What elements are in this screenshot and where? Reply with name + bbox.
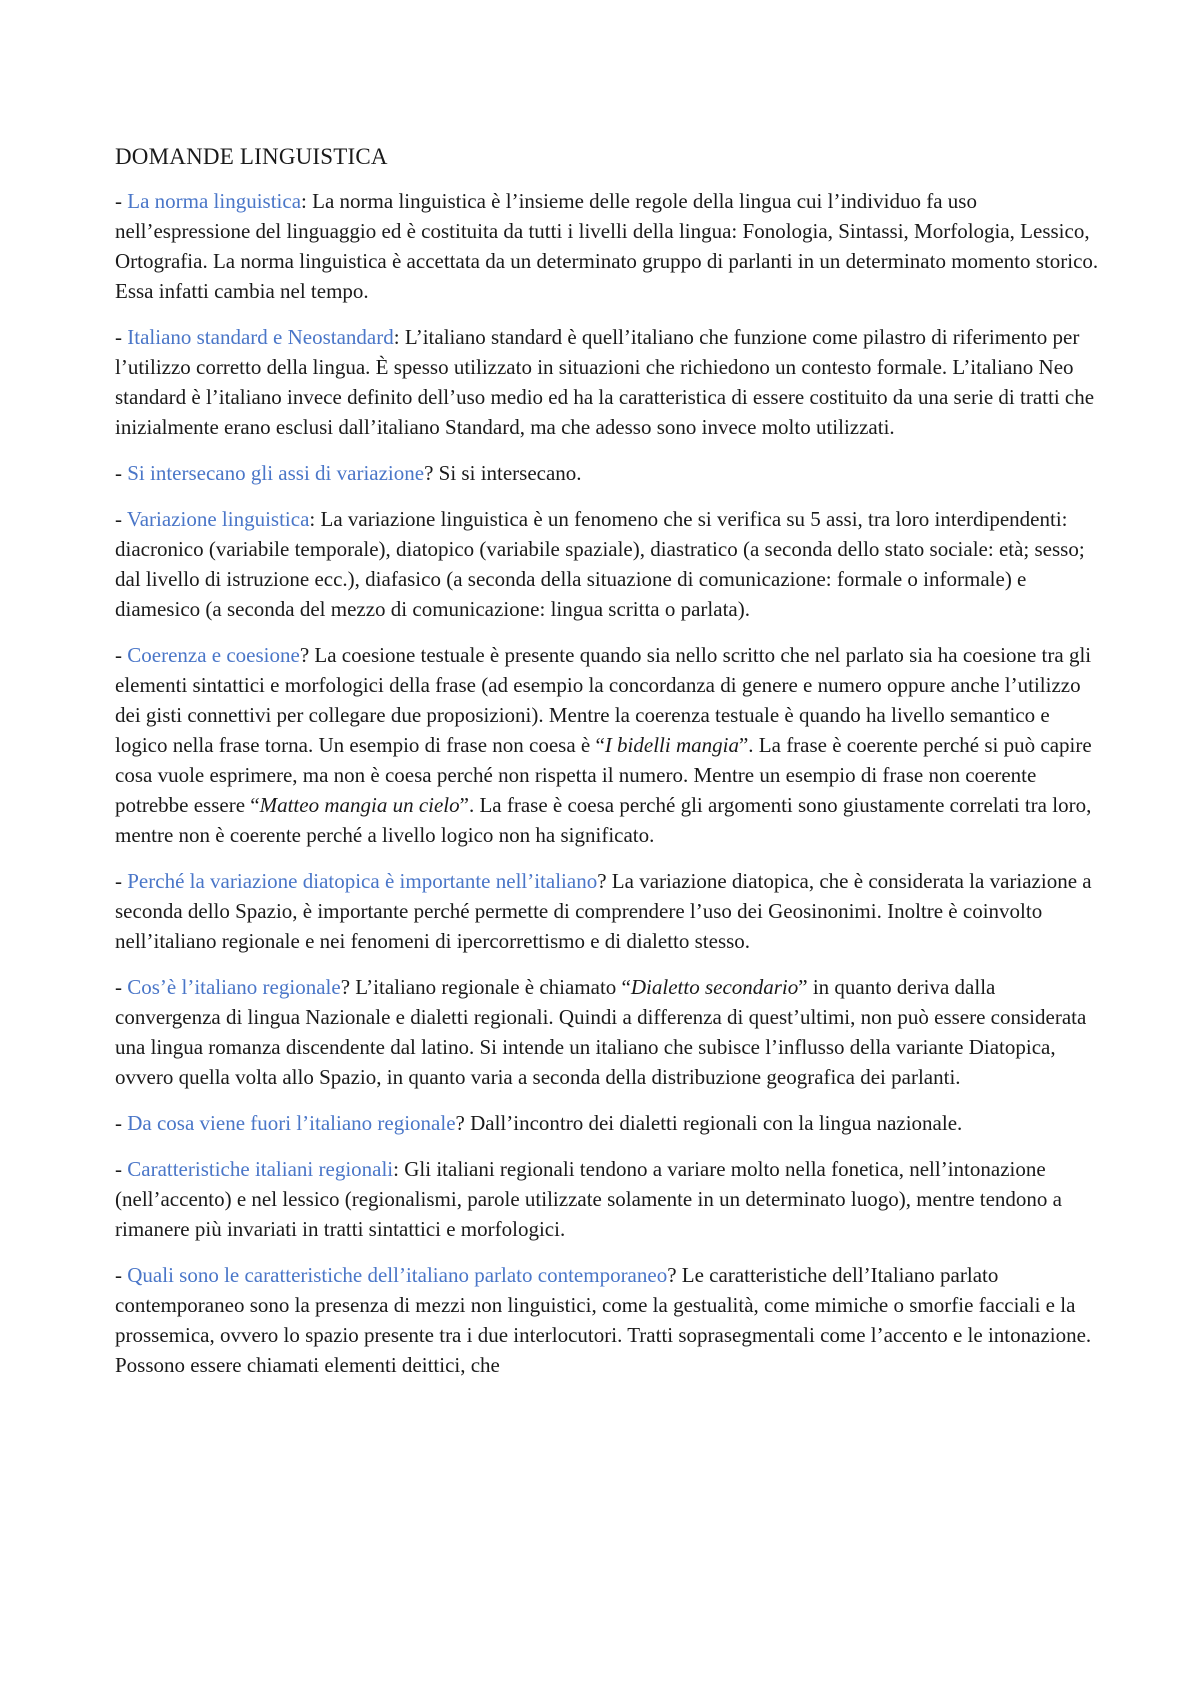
document-title: DOMANDE LINGUISTICA [115, 144, 388, 169]
bullet-dash: - [115, 975, 128, 999]
answer-text: ” in quanto deriva dalla convergenza di lingua Nazionale e dialetti regionali. Quindi a differenza di quest’ultimi, non può essere considerata una lingua romanza discendente dal latino. Si intende un italiano che subisce l’influsso della variante Diatopica, ovvero quella volta allo Spazio, in quanto varia a seconda della distribuzione geografica dei parlanti. [115, 975, 1087, 1089]
question-separator: : [393, 325, 400, 349]
answer-text: Si si intersecano. [433, 461, 582, 485]
bullet-dash: - [115, 1263, 128, 1287]
bullet-dash: - [115, 1111, 128, 1135]
document-page [115, 142, 1100, 1396]
answer-text: La variazione linguistica è un fenomeno che si verifica su 5 assi, tra loro interdipendenti: diacronico (variabile temporale), diatopico (variabile spaziale), diastratico (a seconda dello stato sociale: età; sesso; dal livello di istruzione ecc.), diafasico (a seconda della situazione di comunicazione: formale o informale) e diamesico (a seconda del mezzo di comunicazione: lingua scritta o parlata). [115, 507, 1085, 621]
question-link: Italiano standard e Neostandard [127, 325, 394, 349]
example-sentence: Matteo mangia un cielo [259, 793, 460, 817]
question-separator: : [309, 507, 316, 531]
qa-variazione-linguistica [115, 504, 1100, 624]
qa-parlato-contemporaneo [115, 1260, 1100, 1380]
answer-text: L’italiano standard è quell’italiano che funzione come pilastro di riferimento per l’utilizzo corretto della lingua. È spesso utilizzato in situazioni che richiedono un contesto formale. L’italiano Neo standard è l’italiano invece definito dell’uso medio ed ha la caratteristica di essere costituito da una serie di tratti che inizialmente erano esclusi dall’italiano Standard, ma che adesso sono invece molto utilizzati. [115, 325, 1095, 439]
question-link: Si intersecano gli assi di variazione [127, 461, 425, 485]
qa-italiano-regionale [115, 972, 1100, 1092]
bullet-dash: - [115, 869, 128, 893]
qa-italiano-standard [115, 322, 1100, 442]
question-link: Cos’è l’italiano regionale [127, 975, 341, 999]
answer-text: Le caratteristiche dell’Italiano parlato contemporaneo sono la presenza di mezzi non linguistici, come la gestualità, come mimiche o smorfie facciali e la prossemica, ovvero lo spazio presente tra i due interlocutori. Tratti soprasegmentali come l’accento e le intonazione. Possono essere chiamati elementi deittici, che [115, 1263, 1092, 1377]
question-separator: : [393, 1157, 399, 1181]
bullet-dash: - [115, 189, 128, 213]
question-link: Da cosa viene fuori l’italiano regionale [127, 1111, 456, 1135]
qa-norma-linguistica [115, 186, 1100, 306]
question-link: Variazione linguistica [126, 507, 310, 531]
answer-text: ”. La frase è coerente perché si può capire cosa vuole esprimere, ma non è coesa perché non rispetta il numero. Mentre un esempio di frase non coerente potrebbe essere “ [115, 733, 1092, 817]
answer-text: La norma linguistica è l’insieme delle regole della lingua cui l’individuo fa uso nell’espressione del linguaggio ed è costituita da tutti i livelli della lingua: Fonologia, Sintassi, Morfologia, Lessico, Ortografia. La norma linguistica è accettata da un determinato gruppo di parlanti in un determinato momento storico. Essa infatti cambia nel tempo. [115, 189, 1099, 303]
bullet-dash: - [115, 325, 128, 349]
bullet-dash: - [115, 1157, 128, 1181]
question-separator: ? [424, 461, 434, 485]
qa-coerenza-coesione [115, 640, 1100, 850]
answer-text: L’italiano regionale è chiamato “ [350, 975, 631, 999]
answer-text: Dall’incontro dei dialetti regionali con la lingua nazionale. [464, 1111, 963, 1135]
bullet-dash: - [115, 507, 127, 531]
qa-origine-italiano-regionale [115, 1108, 1100, 1138]
question-separator: ? [455, 1111, 465, 1135]
qa-caratteristiche-regionali [115, 1154, 1100, 1244]
qa-assi-variazione [115, 458, 1100, 488]
question-separator: ? [667, 1263, 677, 1287]
question-link: La norma linguistica [127, 189, 302, 213]
example-term: Dialetto secondario [630, 975, 799, 999]
bullet-dash: - [115, 461, 128, 485]
bullet-dash: - [115, 643, 128, 667]
question-link: Perché la variazione diatopica è importante nell’italiano [127, 869, 598, 893]
question-separator: : [301, 189, 307, 213]
answer-text: La variazione diatopica, che è considerata la variazione a seconda dello Spazio, è importante perché permette di comprendere l’uso dei Geosinonimi. Inoltre è coinvolto nell’italiano regionale e nei fenomeni di ipercorrettismo e di dialetto stesso. [115, 869, 1092, 953]
question-separator: ? [340, 975, 351, 999]
question-link: Coerenza e coesione [127, 643, 300, 667]
qa-variazione-diatopica [115, 866, 1100, 956]
answer-text: ”. La frase è coesa perché gli argomenti sono giustamente correlati tra loro, mentre non è coerente perché a livello logico non ha significato. [115, 793, 1092, 847]
example-sentence: I bidelli mangia [604, 733, 739, 757]
question-separator: ? [597, 869, 607, 893]
answer-text: Gli italiani regionali tendono a variare molto nella fonetica, nell’intonazione (nell’accento) e nel lessico (regionalismi, parole utilizzate solamente in un determinato luogo), mentre tendono a rimanere più invariati in tratti sintattici e morfologici. [115, 1157, 1062, 1241]
question-link: Caratteristiche italiani regionali [127, 1157, 394, 1181]
question-link: Quali sono le caratteristiche dell’italiano parlato contemporaneo [127, 1263, 668, 1287]
question-separator: ? [299, 643, 310, 667]
answer-text: La coesione testuale è presente quando sia nello scritto che nel parlato sia ha coesione tra gli elementi sintattici e morfologici della frase (ad esempio la concordanza di genere e numero oppure anche l’utilizzo dei gisti connettivi per collegare due proposizioni). Mentre la coerenza testuale è quando ha livello semantico e logico nella frase torna. Un esempio di frase non coesa è “ [115, 643, 1092, 757]
